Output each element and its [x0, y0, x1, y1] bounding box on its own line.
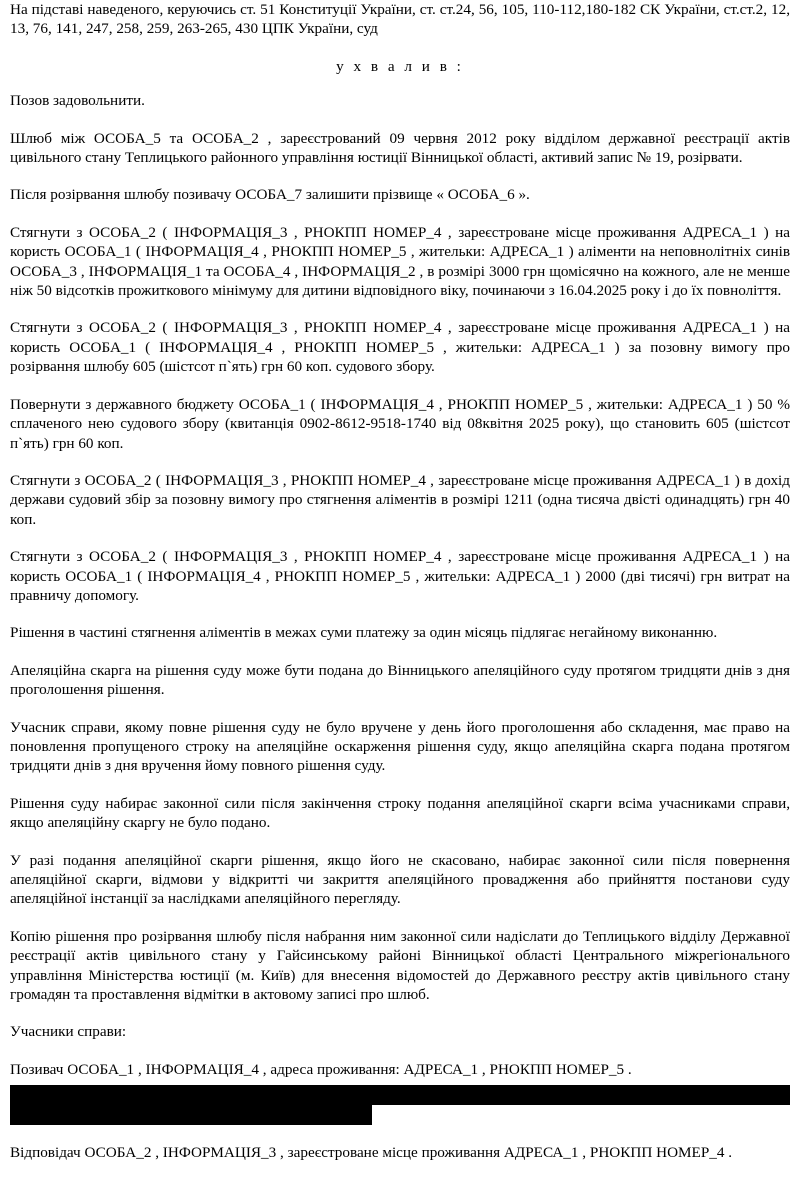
paragraph-alimony: Стягнути з ОСОБА_2 ( ІНФОРМАЦІЯ_3 , РНОКПП НОМЕР_4 , зареєстроване місце проживання АДРЕСА_1 ) на користь ОСОБА_1 ( ІНФОРМАЦІЯ_4 , РНОКПП НОМЕР_5 , жительки: АДРЕСА_1 ) аліменти на неповнолітніх синів ОСОБА_3 , ІНФОРМАЦІЯ_1 та ОСОБА_4 , ІНФОРМАЦІЯ_2 , в розмірі 3000 грн щомісячно на кожного, але не менше ніж 50 відсотків прожиткового мінімуму для дитини відповідного віку, починаючи з 16.04.2025 року і до їх повноліття.: [10, 223, 790, 300]
court-decision-page: [10, 0, 790, 1181]
paragraph-plaintiff: Позивач ОСОБА_1 , ІНФОРМАЦІЯ_4 , адреса проживання: АДРЕСА_1 , РНОКПП НОМЕР_5 .: [10, 1060, 632, 1078]
intro-paragraph: На підставі наведеного, керуючись ст. 51 Конституції України, ст. ст.24, 56, 105, 110-112,180-182 СК України, ст.ст.2, 12, 13, 76, 141, 247, 258, 259, 263-265, 430 ЦПК України, суд: [10, 1, 790, 38]
paragraph-appeal: Апеляційна скарга на рішення суду може бути подана до Вінницького апеляційного суду протягом тридцяти днів з дня проголошення рішення.: [10, 661, 790, 699]
paragraph-court-fee-divorce: Стягнути з ОСОБА_2 ( ІНФОРМАЦІЯ_3 , РНОКПП НОМЕР_4 , зареєстроване місце проживання АДРЕСА_1 ) на користь ОСОБА_1 ( ІНФОРМАЦІЯ_4 , РНОКПП НОМЕР_5 , жительки: АДРЕСА_1 ) за позовну вимогу про розірвання шлюбу 605 (шістсот п`ять) грн 60 коп. судового збору.: [10, 319, 790, 376]
redaction-bar: [10, 1105, 372, 1125]
paragraph-participants: Учасники справи:: [10, 1023, 127, 1041]
paragraph-legal-force: Рішення суду набирає законної сили після закінчення строку подання апеляційної скарги всіма учасниками справи, якщо апеляційну скаргу не було подано.: [10, 794, 790, 832]
redaction-bar: [10, 1085, 790, 1105]
paragraph-immediate-execution: Рішення в частині стягнення аліментів в межах суми платежу за один місяць підлягає негайному виконанню.: [10, 624, 718, 642]
ruling-heading: у х в а л и в :: [336, 57, 464, 75]
paragraph-appeal-renewal: Учасник справи, якому повне рішення суду не було вручене у день його проголошення або складення, має право на поновлення пропущеного строку на апеляційне оскарження рішення суду, якщо апеляційна скарга подана протягом тридцяти днів з дня вручення йому повного рішення суду.: [10, 718, 790, 775]
paragraph-divorce: Шлюб між ОСОБА_5 та ОСОБА_2 , зареєстрований 09 червня 2012 року відділом державної реєстрації актів цивільного стану Теплицького районного управління юстиції Вінницької області, активий запис № 19, розірвати.: [10, 129, 790, 167]
paragraph-legal-aid: Стягнути з ОСОБА_2 ( ІНФОРМАЦІЯ_3 , РНОКПП НОМЕР_4 , зареєстроване місце проживання АДРЕСА_1 ) на користь ОСОБА_1 ( ІНФОРМАЦІЯ_4 , РНОКПП НОМЕР_5 , жительки: АДРЕСА_1 ) 2000 (дві тисячі) грн витрат на правничу допомогу.: [10, 548, 790, 604]
redaction-block: [10, 1085, 790, 1125]
paragraph-surname: Після розірвання шлюбу позивачу ОСОБА_7 залишити прізвище « ОСОБА_6 ».: [10, 186, 530, 204]
paragraph-claim-granted: Позов задовольнити.: [10, 92, 145, 110]
paragraph-defendant: Відповідач ОСОБА_2 , ІНФОРМАЦІЯ_3 , зареєстроване місце проживання АДРЕСА_1 , РНОКПП НОМЕР_4 .: [10, 1144, 733, 1162]
paragraph-fee-refund: Повернути з державного бюджету ОСОБА_1 ( ІНФОРМАЦІЯ_4 , РНОКПП НОМЕР_5 , жительки: АДРЕСА_1 ) 50 % сплаченого нею судового збору (квитанція 0902-8612-9518-1740 від 08квітня 2025 року), що становить 605 (шістсот п`ять) грн 60 коп.: [10, 395, 790, 452]
paragraph-legal-force-appeal: У разі подання апеляційної скарги рішення, якщо його не скасовано, набирає законної сили після повернення апеляційної скарги, відмови у відкритті чи закриття апеляційного провадження або прийняття постанови суду апеляційної інстанції за наслідками апеляційного перегляду.: [10, 851, 790, 908]
paragraph-copy-registry: Копію рішення про розірвання шлюбу після набрання ним законної сили надіслати до Теплицького відділу Державної реєстрації актів цивільного стану у Гайсинському районі Вінницької області Центрального міжрегіонального управління Міністерства юстиції (м. Київ) для внесення відомостей до Державного реєстру актів цивільного стану громадян та проставлення відмітки в актовому записі про шлюб.: [10, 927, 790, 1004]
paragraph-state-fee: Стягнути з ОСОБА_2 ( ІНФОРМАЦІЯ_3 , РНОКПП НОМЕР_4 , зареєстроване місце проживання АДРЕСА_1 ) в дохід держави судовий збір за позовну вимогу про стягнення аліментів в розмірі 1211 (одна тисяча двісті одинадцять) грн 40 коп.: [10, 471, 790, 528]
